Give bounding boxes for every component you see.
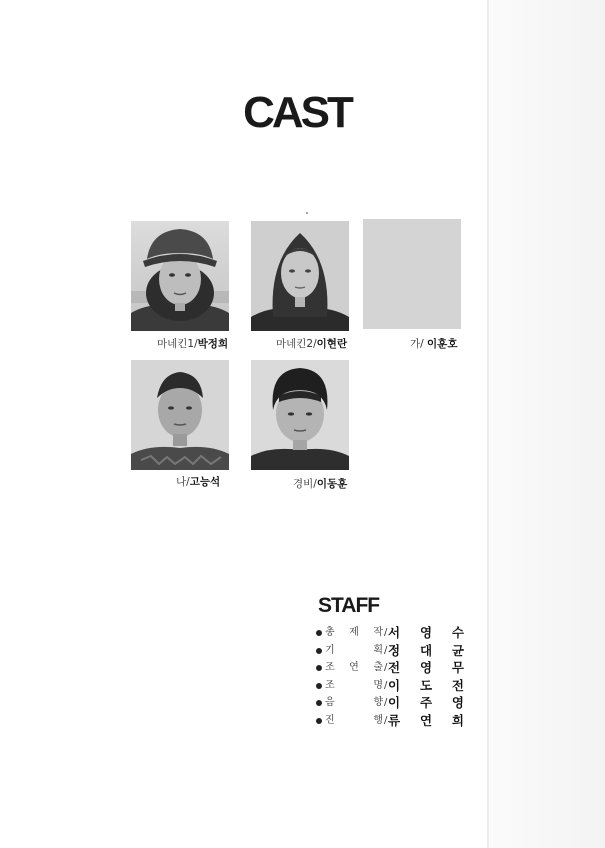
staff-heading: STAFF [318, 594, 380, 617]
bullet-icon [316, 718, 322, 724]
cast-name: 박정희 [197, 338, 229, 350]
cast-role: 나/ [176, 476, 190, 488]
staff-row [316, 659, 476, 677]
staff-row [316, 677, 476, 695]
cast-role: 경비/ [293, 478, 317, 490]
staff-separator: / [384, 627, 388, 638]
staff-list [316, 624, 476, 729]
cast-caption-3 [410, 336, 457, 351]
staff-name: 이 도 전 [388, 677, 464, 693]
print-speck [306, 212, 308, 214]
cast-photo-5 [251, 360, 349, 470]
staff-separator: / [384, 697, 388, 708]
staff-row [316, 712, 476, 730]
page-title: CAST [243, 88, 351, 137]
staff-separator: / [384, 679, 388, 691]
cast-photo-1 [131, 221, 229, 331]
staff-row [316, 694, 476, 712]
cast-caption-4 [176, 474, 220, 489]
staff-role: 음 향 [325, 697, 383, 708]
cast-name: 고능석 [189, 476, 221, 488]
staff-row [316, 624, 476, 642]
staff-role: 조 명 [325, 679, 383, 691]
cast-caption-2 [276, 336, 347, 351]
staff-name: 이 주 영 [388, 695, 464, 710]
cast-caption-1 [157, 336, 228, 351]
cast-photo-3-placeholder [363, 219, 461, 329]
cast-name: 이훈호 [427, 338, 458, 350]
bullet-icon [316, 683, 322, 689]
staff-role: 조 연 출 [325, 662, 383, 673]
staff-name: 정 대 균 [388, 642, 464, 658]
bullet-icon [316, 630, 322, 636]
staff-role: 진 행 [325, 714, 383, 726]
bullet-icon [316, 665, 322, 671]
bullet-icon [316, 700, 322, 706]
bullet-icon [316, 648, 322, 654]
cast-role: 가/ [410, 338, 428, 350]
staff-separator: / [384, 644, 388, 656]
staff-row [316, 642, 476, 660]
staff-separator: / [384, 662, 388, 673]
cast-caption-5 [293, 476, 347, 491]
cast-name: 이현란 [316, 338, 348, 350]
cast-role: 마네킨1/ [157, 338, 198, 350]
staff-name: 류 연 희 [388, 712, 464, 728]
cast-photo-4 [131, 360, 229, 470]
cast-name: 이동훈 [316, 478, 348, 490]
staff-role: 기 획 [325, 644, 383, 656]
cast-photo-2 [251, 221, 349, 331]
cast-role: 마네킨2/ [276, 338, 317, 350]
staff-name: 전 영 무 [388, 660, 464, 675]
staff-separator: / [384, 714, 388, 726]
staff-role: 총 제 작 [325, 627, 383, 638]
staff-name: 서 영 수 [388, 625, 464, 640]
